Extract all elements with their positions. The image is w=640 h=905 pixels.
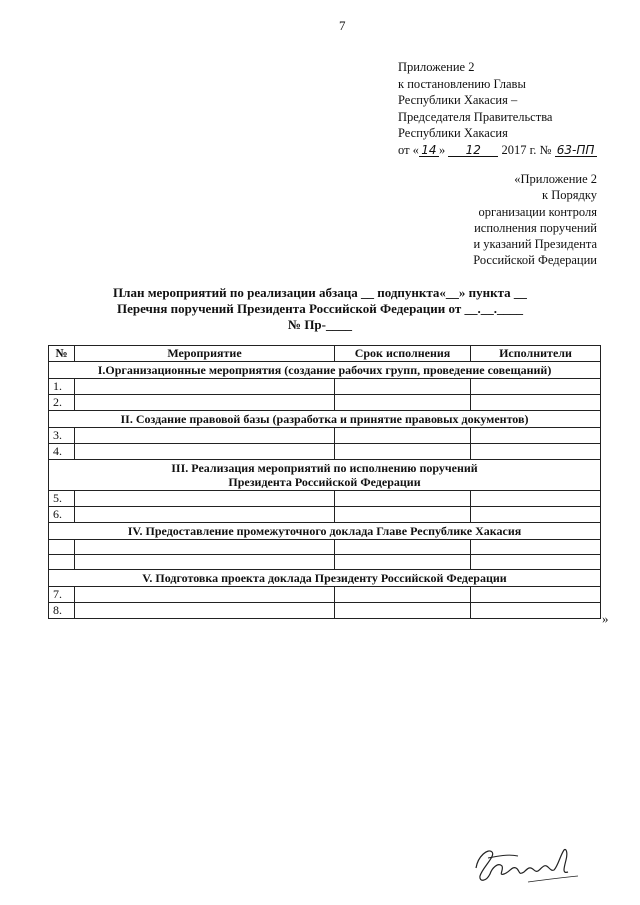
row-number: 2. <box>49 395 75 411</box>
deadline-cell <box>335 428 471 444</box>
appendix-header-line: Приложение 2 <box>398 60 475 74</box>
table-row <box>49 603 601 619</box>
title-line: Перечня поручений Президента Российской Федерации от __.__.____ <box>117 301 523 316</box>
page-number: 7 <box>339 18 346 33</box>
executors-cell <box>471 379 601 395</box>
appendix-header-line: к постановлению Главы <box>398 76 526 91</box>
row-number: 4. <box>49 444 75 460</box>
date-day: 14 <box>419 144 439 157</box>
executors-cell <box>471 587 601 603</box>
section-row <box>49 460 601 491</box>
row-number <box>49 555 75 570</box>
deadline-cell <box>335 555 471 570</box>
deadline-cell <box>335 395 471 411</box>
appendix-header-line: Республики Хакасия – <box>398 93 518 108</box>
activity-cell <box>75 555 335 570</box>
section-2-title: II. Создание правовой базы (разработка и принятие правовых документов) <box>49 411 601 428</box>
section-row <box>49 523 601 540</box>
activity-cell <box>75 507 335 523</box>
executors-cell <box>471 428 601 444</box>
appendix-quote-line: исполнения поручений <box>474 220 597 235</box>
row-number: 7. <box>49 587 75 603</box>
section-3-line: III. Реализация мероприятий по исполнению поручений <box>171 461 478 475</box>
executors-cell <box>471 444 601 460</box>
section-1-title <box>49 362 601 379</box>
table-row <box>49 555 601 570</box>
deadline-cell <box>335 491 471 507</box>
section-row <box>49 411 601 428</box>
date-year: 2017 г. № <box>501 142 552 157</box>
activity-cell <box>75 603 335 619</box>
section-row <box>49 362 601 379</box>
section-1-roman: I. <box>97 363 106 377</box>
row-number: 3. <box>49 428 75 444</box>
row-number <box>49 540 75 555</box>
appendix-quote <box>473 171 597 269</box>
appendix-quote-line: Российской Федерации <box>473 253 597 268</box>
deadline-cell <box>335 379 471 395</box>
deadline-cell <box>335 587 471 603</box>
row-number: 5. <box>49 491 75 507</box>
title-line: План мероприятий по реализации абзаца __ подпункта«__» пункта __ <box>113 285 527 300</box>
executors-cell <box>471 540 601 555</box>
row-number: 1. <box>49 379 75 395</box>
table-row <box>49 507 601 523</box>
section-4-title: IV. Предоставление промежуточного доклада Главе Республике Хакасия <box>49 523 601 540</box>
activity-cell <box>75 379 335 395</box>
table-row <box>49 444 601 460</box>
section-row <box>49 570 601 587</box>
deadline-cell <box>335 603 471 619</box>
section-5-title: V. Подготовка проекта доклада Президенту Российской Федерации <box>49 570 601 587</box>
executors-cell <box>471 603 601 619</box>
column-header-executors: Исполнители <box>471 346 601 362</box>
appendix-quote-line: и указаний Президента <box>473 237 597 252</box>
appendix-header-line: Республики Хакасия <box>398 126 508 141</box>
section-1-text: Организационные мероприятия (создание рабочих групп, проведение совещаний) <box>105 363 552 377</box>
deadline-cell <box>335 444 471 460</box>
resolution-date-line <box>398 142 597 159</box>
column-header-activity: Мероприятие <box>75 346 335 362</box>
appendix-header-line: Председателя Правительства <box>398 109 553 124</box>
column-header-number: № <box>49 346 75 362</box>
section-3-title <box>49 460 601 491</box>
activity-cell <box>75 395 335 411</box>
section-3-line: Президента Российской Федерации <box>228 475 421 489</box>
table-row <box>49 395 601 411</box>
activity-cell <box>75 428 335 444</box>
executors-cell <box>471 555 601 570</box>
executors-cell <box>471 491 601 507</box>
deadline-cell <box>335 540 471 555</box>
appendix-header <box>398 59 597 159</box>
table-row <box>49 428 601 444</box>
executors-cell <box>471 395 601 411</box>
appendix-quote-line: организации контроля <box>478 204 597 219</box>
document-title <box>60 285 580 333</box>
date-mid: » <box>438 142 446 157</box>
activity-cell <box>75 491 335 507</box>
table-row <box>49 540 601 555</box>
title-line: № Пр-____ <box>288 317 352 332</box>
resolution-number: 63-ПП <box>555 144 597 157</box>
closing-quote: » <box>602 611 609 626</box>
appendix-quote-line: к Порядку <box>542 188 597 203</box>
column-header-deadline: Срок исполнения <box>335 346 471 362</box>
table-row <box>49 379 601 395</box>
deadline-cell <box>335 507 471 523</box>
table-row <box>49 587 601 603</box>
appendix-quote-line: «Приложение 2 <box>514 172 597 186</box>
date-month: 12 <box>448 144 498 157</box>
activity-cell <box>75 444 335 460</box>
row-number: 6. <box>49 507 75 523</box>
row-number: 8. <box>49 603 75 619</box>
table-row <box>49 491 601 507</box>
date-prefix: от « <box>398 142 419 157</box>
activity-cell <box>75 587 335 603</box>
plan-table <box>48 345 601 619</box>
signature-icon <box>468 838 588 888</box>
executors-cell <box>471 507 601 523</box>
table-header-row <box>49 346 601 362</box>
activity-cell <box>75 540 335 555</box>
